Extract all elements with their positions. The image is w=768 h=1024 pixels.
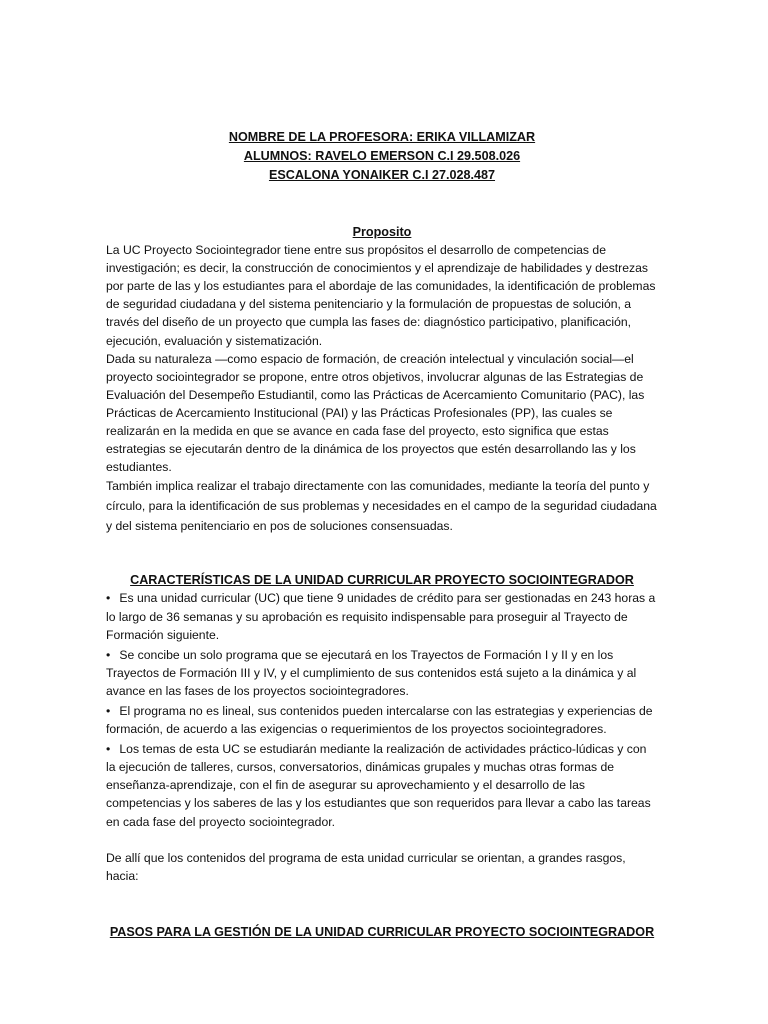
list-item-text: Es una unidad curricular (UC) que tiene 9 unidades de crédito para ser gestionadas en 243 horas a lo largo de 36 semanas y su aprobación es requisito indispensable para proseguir al Trayecto de Formación siguiente. [106,591,656,642]
list-item [106,702,658,738]
pasos-title: PASOS PARA LA GESTIÓN DE LA UNIDAD CURRICULAR PROYECTO SOCIOINTEGRADOR [109,924,655,939]
bullet-marker: • [106,591,111,606]
list-item-text: El programa no es lineal, sus contenidos pueden intercalarse con las estrategias y experiencias de formación, de acuerdo a las exigencias o requerimientos de los proyectos sociointegradores. [106,703,653,737]
list-item-text: Los temas de esta UC se estudiarán mediante la realización de actividades práctico-lúdicas y con la ejecución de talleres, cursos, conversatorios, dinámicas grupales y muchas otras formas de enseñanza-aprendizaje, con el fin de asegurar su aprovechamiento y el desarrollo de las competencias y los saberes de las y los estudiantes que son requeridos para llevar a cabo las tareas en cada fase del proyecto sociointegrador. [106,742,651,829]
caracteristicas-list [106,589,658,830]
document-header [106,128,658,185]
alumno-line-2: ESCALONA YONAIKER C.I 27.028.487 [268,168,496,182]
bullet-marker: • [106,703,111,718]
profesora-line: NOMBRE DE LA PROFESORA: ERIKA VILLAMIZAR [228,130,536,144]
list-item [106,589,658,643]
caracteristicas-title: CARACTERÍSTICAS DE LA UNIDAD CURRICULAR PROYECTO SOCIOINTEGRADOR [130,573,634,588]
bullet-marker: • [106,647,111,662]
document-page [106,128,658,941]
alumno-line-1: ALUMNOS: RAVELO EMERSON C.I 29.508.026 [243,149,521,163]
caracteristicas-closing: De allí que los contenidos del programa de esta unidad curricular se orientan, a grandes rasgos, hacia: [106,850,626,883]
list-item [106,646,658,700]
proposito-paragraph-1: La UC Proyecto Sociointegrador tiene entre sus propósitos el desarrollo de competencias de investigación; es decir, la construcción de conocimientos y el aprendizaje de habilidades y destrezas por parte de las y los estudiantes para el abordaje de las comunidades, la identificación de problemas de seguridad ciudadana y del sistema penitenciario y la formulación de propuestas de solución, a través del diseño de un proyecto que cumpla las fases de: diagnóstico participativo, planificación, ejecución, evaluación y sistematización. [106,243,656,348]
proposito-paragraph-3: También implica realizar el trabajo directamente con las comunidades, mediante la teoría del punto y círculo, para la identificación de sus problemas y necesidades en el campo de la seguridad ciudadana y del sistema penitenciario en pos de soluciones consensuadas. [106,479,657,534]
list-item-text: Se concibe un solo programa que se ejecutará en los Trayectos de Formación I y II y en los Trayectos de Formación III y IV, y el cumplimiento de sus contenidos está sujeto a la dinámica y al avance en las fases de los proyectos sociointegradores. [106,647,637,698]
proposito-title: Proposito [352,225,412,239]
proposito-paragraph-2: Dada su naturaleza —como espacio de formación, de creación intelectual y vinculación social—el proyecto sociointegrador se propone, entre otros objetivos, involucrar algunas de las Estrategias de Evaluación del Desempeño Estudiantil, como las Prácticas de Acercamiento Comunitario (PAC), las Prácticas de Acercamiento Institucional (PAI) y las Prácticas Profesionales (PP), las cuales se realizarán en la medida en que se avance en cada fase del proyecto, esto significa que estas estrategias se ejecutarán dentro de la dinámica de los proyectos que estén desarrollando las y los estudiantes. [106,351,645,475]
list-item [106,740,658,830]
bullet-marker: • [106,742,111,757]
